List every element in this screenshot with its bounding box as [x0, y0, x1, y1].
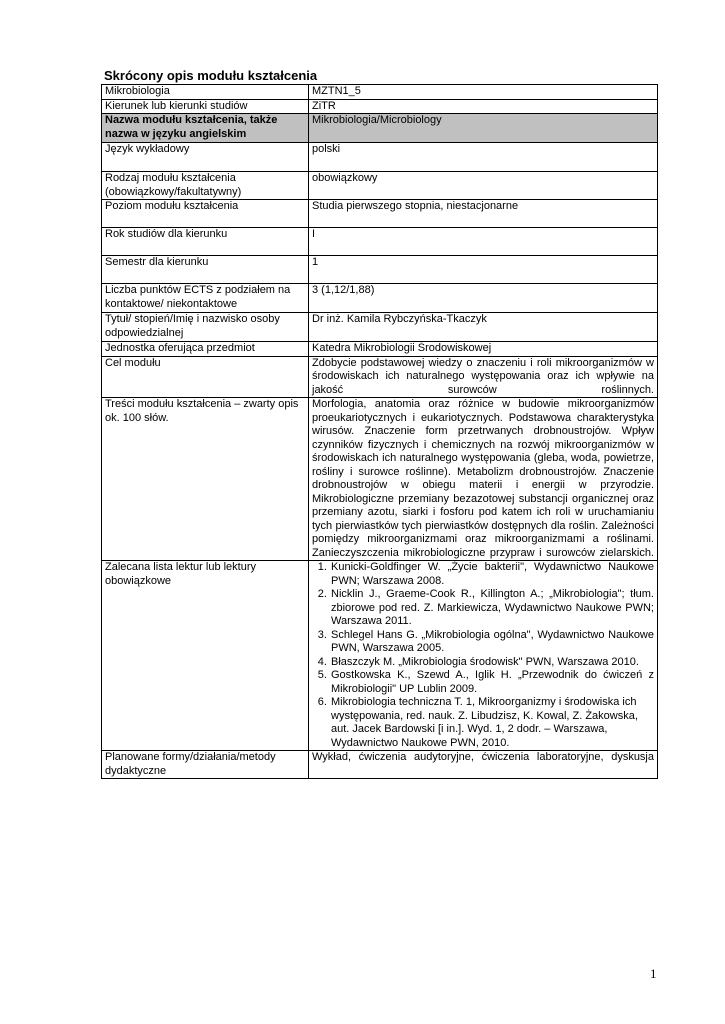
table-row [102, 751, 658, 779]
row-value: Zdobycie podstawowej wiedzy o znaczeniu i roli mikroorganizmów w środowiskach ich naturalnego występowania oraz ich wpływie na jakość surowców roślinnych. [309, 356, 658, 398]
row-label: Treści modułu kształcenia – zwarty opis ok. 100 słów. [102, 398, 309, 561]
row-value: ZiTR [309, 99, 658, 114]
list-item: 2. Nicklin J., Graeme-Cook R., Killington A.; „Mikrobiologia"; tłum. zbiorowe pod red. Z. Markiewicza, Wydawnictwo Naukowe PWN; Warszawa 2011. [330, 588, 654, 629]
row-label: Nazwa modułu kształcenia, także nazwa w języku angielskim [102, 114, 309, 143]
row-label: Rodzaj modułu kształcenia (obowiązkowy/fakultatywny) [102, 172, 309, 200]
table-row [102, 398, 658, 561]
table-row [102, 172, 658, 200]
row-label: Rok studiów dla kierunku [102, 228, 309, 256]
table-row [102, 99, 658, 114]
row-label: Kierunek lub kierunki studiów [102, 99, 309, 114]
list-item: 1. Kunicki-Goldfinger W. „Życie bakterii", Wydawnictwo Naukowe PWN; Warszawa 2008. [330, 561, 654, 588]
document-title: Skrócony opis modułu kształcenia [104, 68, 318, 83]
table-row [102, 284, 658, 313]
list-item: 4. Błaszczyk M. „Mikrobiologia środowisk" PWN, Warszawa 2010. [330, 656, 654, 670]
table-row [102, 85, 658, 100]
row-value: Dr inż. Kamila Rybczyńska-Tkaczyk [309, 313, 658, 342]
row-value: I [309, 228, 658, 256]
row-value: obowiązkowy [309, 172, 658, 200]
module-description-table [101, 84, 658, 779]
list-item: 3. Schlegel Hans G. „Mikrobiologia ogólna", Wydawnictwo Naukowe PWN, Warszawa 2005. [330, 629, 654, 656]
page-number: 1 [650, 966, 657, 981]
table-row [102, 313, 658, 342]
row-value [309, 561, 658, 751]
row-label: Język wykładowy [102, 143, 309, 172]
table-row [102, 356, 658, 398]
row-label: Jednostka oferująca przedmiot [102, 342, 309, 357]
table-row [102, 561, 658, 751]
list-item: 6. Mikrobiologia techniczna T. 1, Mikroorganizmy i środowiska ich występowania, red. nauk. Z. Libudzisz, K. Kowal, Z. Żakowska, aut. Jacek Bardowski [i in.]. Wyd. 1, 2 dodr. – Warszawa, Wydawnictwo Naukowe PWN, 2010. [330, 696, 654, 750]
row-label: Planowane formy/działania/metody dydaktyczne [102, 751, 309, 779]
table-row [102, 114, 658, 143]
table-row [102, 228, 658, 256]
row-label: Cel modułu [102, 356, 309, 398]
table-row [102, 342, 658, 357]
row-label: Liczba punktów ECTS z podziałem na kontaktowe/ niekontaktowe [102, 284, 309, 313]
row-value: 3 (1,12/1,88) [309, 284, 658, 313]
reading-list [312, 561, 654, 750]
list-item: 5. Gostkowska K., Szewd A., Iglik H. „Przewodnik do ćwiczeń z Mikrobiologii" UP Lublin 2009. [330, 669, 654, 696]
row-value: Morfologia, anatomia oraz różnice w budowie mikroorganizmów proeukariotycznych i eukariotycznych. Podstawowa charakterystyka wirusów. Znaczenie form przetrwanych drobnoustrojów. Wpływ czynników fizycznych i chemicznych na rozwój mikroorganizmów w środowiskach ich naturalnego występowania (gleba, woda, powietrze, rośliny i surowce roślinne). Metabolizm drobnoustrojów. Znaczenie drobnoustrojów w obiegu materii i energii w przyrodzie. Mikrobiologiczne przemiany bezazotowej substancji organicznej oraz przemiany azotu, siarki i fosforu pod katem ich roli w uruchamianiu tych pierwiastków tych pierwiastków dostępnych dla roślin. Zależności pomiędzy mikroorganizmami oraz mikroorganizmami a roślinami. Zanieczyszczenia mikrobiologiczne przypraw i surowców zielarskich. [309, 398, 658, 561]
row-value: Wykład, ćwiczenia audytoryjne, ćwiczenia laboratoryjne, dyskusja [309, 751, 658, 779]
row-value: Mikrobiologia/Microbiology [309, 114, 658, 143]
row-label: Semestr dla kierunku [102, 256, 309, 284]
row-value: polski [309, 143, 658, 172]
table-row [102, 200, 658, 228]
row-label: Mikrobiologia [102, 85, 309, 100]
row-value: MZTN1_5 [309, 85, 658, 100]
table-row [102, 256, 658, 284]
row-label: Zalecana lista lektur lub lektury obowiązkowe [102, 561, 309, 751]
row-value: 1 [309, 256, 658, 284]
table-row [102, 143, 658, 172]
row-value: Katedra Mikrobiologii Środowiskowej [309, 342, 658, 357]
row-label: Tytuł/ stopień/Imię i nazwisko osoby odpowiedzialnej [102, 313, 309, 342]
row-value: Studia pierwszego stopnia, niestacjonarne [309, 200, 658, 228]
row-label: Poziom modułu kształcenia [102, 200, 309, 228]
